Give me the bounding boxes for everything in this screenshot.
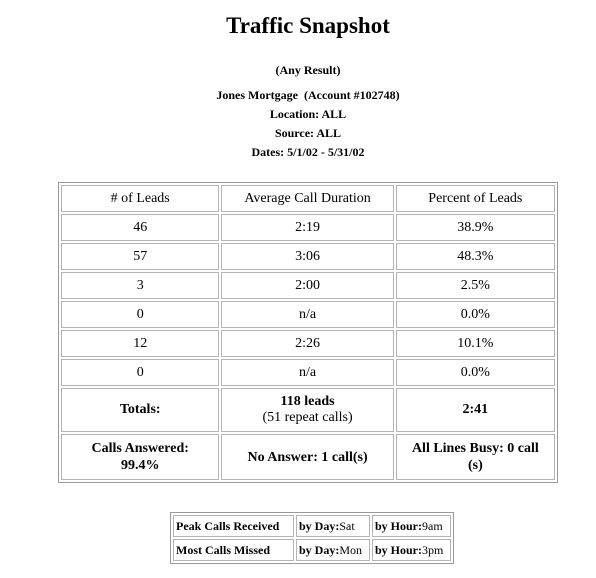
day-label: by Day: <box>299 518 340 533</box>
result-filter: (Any Result) <box>275 63 341 77</box>
column-header-duration: Average Call Duration <box>221 185 393 212</box>
account-name: Jones Mortgage (Account #102748) <box>216 88 400 102</box>
duration-cell: n/a <box>221 301 393 328</box>
no-answer-cell: No Answer: 1 call(s) <box>221 434 393 480</box>
peak-calls-table <box>170 512 454 564</box>
source-filter: Source: ALL <box>274 126 342 140</box>
totals-leads-cell <box>221 388 393 432</box>
percent-cell: 38.9% <box>396 214 555 241</box>
leads-cell: 57 <box>61 243 219 270</box>
totals-row <box>61 388 555 432</box>
total-leads: 118 leads <box>280 394 335 409</box>
calls-answered-value: 99.4% <box>120 458 160 473</box>
duration-cell: 2:26 <box>221 330 393 357</box>
duration-cell: n/a <box>221 359 393 386</box>
leads-cell: 0 <box>61 301 219 328</box>
calls-answered-cell <box>61 434 219 480</box>
lines-busy-text-cont: (s) <box>467 458 483 473</box>
day-value: Mon <box>339 542 363 557</box>
call-status-row <box>61 434 555 480</box>
peak-hour-cell <box>372 539 451 561</box>
hour-value: 9am <box>422 518 443 533</box>
percent-cell: 0.0% <box>396 301 555 328</box>
percent-cell: 10.1% <box>396 330 555 357</box>
leads-cell: 0 <box>61 359 219 386</box>
column-header-leads: # of Leads <box>61 185 219 212</box>
calls-answered-label: Calls Answered: <box>91 441 189 456</box>
day-label: by Day: <box>299 542 340 557</box>
lines-busy-text: All Lines Busy: 0 call <box>411 441 539 456</box>
duration-cell: 2:00 <box>221 272 393 299</box>
table-row <box>61 359 555 386</box>
report-title: Traffic Snapshot <box>226 13 390 38</box>
peak-label: Peak Calls Received <box>173 515 294 537</box>
table-row <box>61 243 555 270</box>
peak-row <box>173 539 451 561</box>
day-value: Sat <box>339 518 355 533</box>
column-header-percent: Percent of Leads <box>396 185 555 212</box>
peak-day-cell <box>296 539 370 561</box>
hour-label: by Hour: <box>375 518 423 533</box>
peak-hour-cell <box>372 515 451 537</box>
total-avg-duration: 2:41 <box>396 388 555 432</box>
percent-cell: 0.0% <box>396 359 555 386</box>
repeat-calls: (51 repeat calls) <box>262 410 353 425</box>
leads-cell: 46 <box>61 214 219 241</box>
percent-cell: 48.3% <box>396 243 555 270</box>
table-row <box>61 330 555 357</box>
table-header-row <box>61 185 555 212</box>
leads-cell: 3 <box>61 272 219 299</box>
hour-value: 3pm <box>422 542 444 557</box>
peak-label: Most Calls Missed <box>173 539 294 561</box>
lines-busy-cell <box>396 434 555 480</box>
duration-cell: 3:06 <box>221 243 393 270</box>
table-row <box>61 272 555 299</box>
leads-cell: 12 <box>61 330 219 357</box>
date-range: Dates: 5/1/02 - 5/31/02 <box>251 145 365 159</box>
duration-cell: 2:19 <box>221 214 393 241</box>
traffic-table <box>58 182 558 483</box>
location-filter: Location: ALL <box>269 107 347 121</box>
totals-label: Totals: <box>61 388 219 432</box>
peak-day-cell <box>296 515 370 537</box>
table-row <box>61 301 555 328</box>
peak-row <box>173 515 451 537</box>
table-row <box>61 214 555 241</box>
hour-label: by Hour: <box>375 542 423 557</box>
percent-cell: 2.5% <box>396 272 555 299</box>
